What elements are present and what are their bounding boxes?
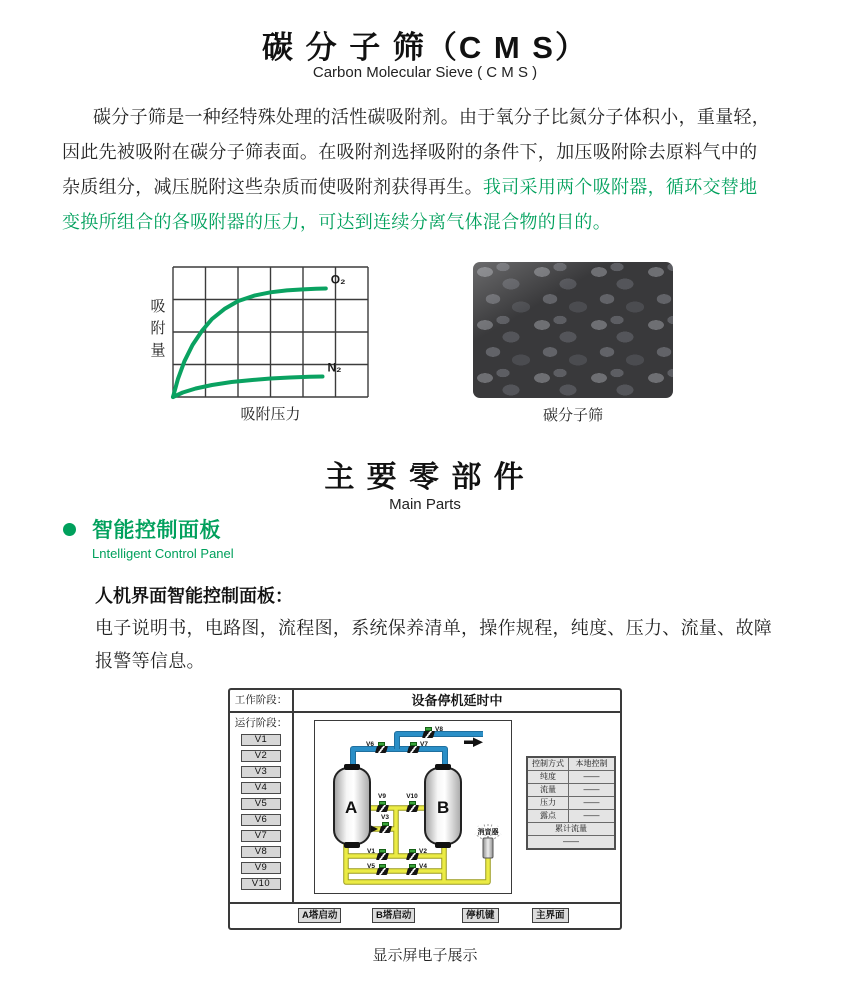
valve-button-v1[interactable]: V1 <box>241 734 281 746</box>
tower-b-start-button[interactable]: B塔启动 <box>372 908 415 923</box>
section-lead: 人机界面智能控制面板： <box>95 586 293 606</box>
main-parts-subtitle: Main Parts <box>389 496 461 513</box>
table-total-label-row: 累计流量 <box>528 822 614 835</box>
valve-button-column <box>230 713 294 902</box>
intro-line: 因此先被吸附在碳分子筛表面。在吸附剂选择吸附的条件下，加压吸附除去原料气中的 <box>62 142 758 162</box>
series-label-1: O₂ <box>330 272 346 287</box>
valve-v5[interactable]: V5 <box>376 864 388 875</box>
chart-y-axis-label: 吸附量 <box>150 298 166 359</box>
chart-x-axis-label: 吸附压力 <box>240 406 301 423</box>
valve-body-icon <box>375 805 388 812</box>
chart-curve-2 <box>173 377 323 398</box>
page-subtitle: Carbon Molecular Sieve ( C M S ) <box>312 64 538 81</box>
vessel-a-bottom-cap <box>344 842 360 848</box>
section-body: 电子说明书，电路图，流程图，系统保养清单，操作规程，纯度、压力、流量、故障 报警等信息。 <box>95 618 773 671</box>
valve-v9[interactable]: V9 <box>376 801 388 812</box>
valve-actuator-icon <box>409 801 416 805</box>
stop-button[interactable]: 停机键 <box>462 908 499 923</box>
valve-body-icon <box>405 805 418 812</box>
valve-body-icon <box>375 868 388 875</box>
valve-actuator-icon <box>425 727 432 731</box>
valve-actuator-icon <box>410 742 417 746</box>
valve-button-v4[interactable]: V4 <box>241 782 281 794</box>
valve-button-v5[interactable]: V5 <box>241 798 281 810</box>
main-parts-title: 主 要 零 部 件 <box>324 461 526 494</box>
valve-actuator-icon <box>379 849 386 853</box>
valve-actuator-icon <box>409 864 416 868</box>
readings-table <box>526 756 616 850</box>
intro-paragraph <box>62 100 802 240</box>
hmi-panel <box>228 688 622 930</box>
valve-actuator-icon <box>378 742 385 746</box>
tower-a-start-button[interactable]: A塔启动 <box>298 908 341 923</box>
valve-v8[interactable]: V8 <box>422 727 434 738</box>
intro-line: 变换所组合的各吸附器的压力，可达到连续分离气体混合物的目的。 <box>62 212 611 232</box>
panel-footer <box>230 902 620 928</box>
vessel-a-label: A <box>345 798 358 817</box>
valve-button-v3[interactable]: V3 <box>241 766 281 778</box>
vessel-b-label: B <box>437 798 450 817</box>
intro-line: 杂质组分，减压脱附这些杂质而使吸附剂获得再生。我司采用两个吸附器，循环交替地 <box>62 177 758 197</box>
valve-v10[interactable]: V10 <box>406 801 418 812</box>
main-screen-button[interactable]: 主界面 <box>532 908 569 923</box>
section-heading-en: Lntelligent Control Panel <box>92 546 234 561</box>
table-row: 压力 —— <box>528 796 614 809</box>
status-title: 设备停机延时中 <box>294 690 620 713</box>
table-row: 控制方式 本地控制 <box>528 758 614 770</box>
valve-v1[interactable]: V1 <box>376 849 388 860</box>
table-row: 纯度 —— <box>528 770 614 783</box>
valve-body-icon <box>378 826 391 833</box>
valve-button-v10[interactable]: V10 <box>241 878 281 890</box>
cms-pellets-photo <box>473 262 673 398</box>
gas-outlet-arrow-icon <box>464 738 483 748</box>
table-row: 露点 —— <box>528 809 614 822</box>
table-row: 流量 —— <box>528 783 614 796</box>
valve-v3[interactable]: V3 <box>379 822 391 833</box>
valve-button-v6[interactable]: V6 <box>241 814 281 826</box>
valve-actuator-icon <box>409 849 416 853</box>
valve-body-icon <box>421 731 434 738</box>
valve-button-v9[interactable]: V9 <box>241 862 281 874</box>
intro-line: 碳分子筛是一种经特殊处理的活性碳吸附剂。由于氧分子比氮分子体积小，重量轻， <box>93 107 771 127</box>
page-title: 碳 分 子 筛（C M S） <box>262 30 588 65</box>
valve-v6[interactable]: V6 <box>375 742 387 753</box>
valve-actuator-icon <box>379 801 386 805</box>
work-stage-label: 工作阶段： <box>230 690 294 713</box>
process-diagram <box>314 720 512 894</box>
series-label-2: N₂ <box>327 360 342 375</box>
valve-button-v2[interactable]: V2 <box>241 750 281 762</box>
valve-v7[interactable]: V7 <box>407 742 419 753</box>
vessel-a-top-cap <box>344 764 360 770</box>
bullet-icon <box>63 523 76 536</box>
adsorption-chart <box>173 267 368 397</box>
valve-body-icon <box>405 853 418 860</box>
blue-pipe <box>353 749 445 767</box>
photo-caption: 碳分子筛 <box>542 407 603 424</box>
valve-v4[interactable]: V4 <box>406 864 418 875</box>
valve-body-icon <box>405 868 418 875</box>
valve-body-icon <box>374 746 387 753</box>
valve-v2[interactable]: V2 <box>406 849 418 860</box>
table-total-value-row: —— <box>528 835 614 848</box>
valve-body-icon <box>375 853 388 860</box>
valve-button-v8[interactable]: V8 <box>241 846 281 858</box>
silencer-label: 消音器 <box>477 829 499 836</box>
panel-caption: 显示屏电子展示 <box>372 947 478 964</box>
vessel-b-top-cap <box>435 764 451 770</box>
valve-actuator-icon <box>382 822 389 826</box>
valve-button-v7[interactable]: V7 <box>241 830 281 842</box>
vessel-b-bottom-cap <box>435 842 451 848</box>
section-heading: 智能控制面板 <box>92 519 221 542</box>
valve-actuator-icon <box>379 864 386 868</box>
valve-body-icon <box>406 746 419 753</box>
run-stage-label: 运行阶段： <box>234 717 288 729</box>
